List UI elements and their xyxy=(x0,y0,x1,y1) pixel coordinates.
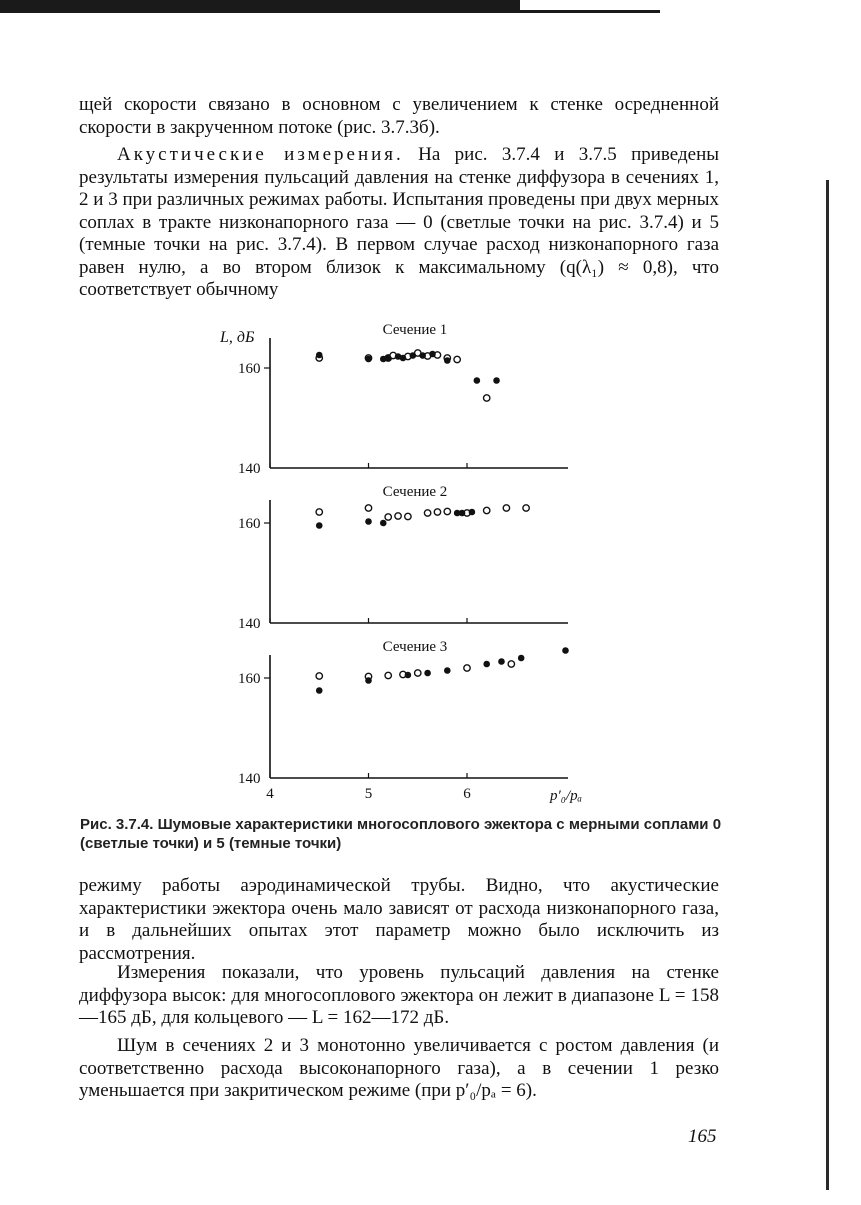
data-point-filled xyxy=(483,661,490,668)
data-point-open xyxy=(503,505,509,511)
x-tick-label: 5 xyxy=(364,786,373,802)
data-point-filled xyxy=(498,658,505,665)
data-point-open xyxy=(424,510,430,516)
data-point-filled xyxy=(518,655,525,662)
data-point-filled xyxy=(469,509,476,516)
paragraph-2 xyxy=(79,144,719,302)
data-point-filled xyxy=(316,352,323,359)
data-point-open xyxy=(484,507,490,513)
data-point-filled xyxy=(400,355,407,362)
figure-caption: Рис. 3.7.4. Шумовые характеристики многосоплового эжектора с мерными соплами 0 (светлые точки) и 5 (темные точки) xyxy=(80,816,722,852)
data-point-filled xyxy=(562,647,569,654)
data-point-open xyxy=(523,505,529,511)
page-number: 165 xyxy=(688,1126,717,1147)
data-point-filled xyxy=(405,672,412,679)
data-point-open xyxy=(365,505,371,511)
data-point-filled xyxy=(444,667,451,674)
figure-3-7-4 xyxy=(200,310,600,805)
data-point-filled xyxy=(474,377,481,384)
data-point-filled xyxy=(365,677,372,684)
data-point-filled xyxy=(316,687,323,694)
data-point-filled xyxy=(365,518,372,525)
data-point-open xyxy=(316,509,322,515)
x-tick-label: 6 xyxy=(463,786,471,802)
y-axis-label: L, дБ xyxy=(220,329,255,346)
scan-right-edge xyxy=(826,180,829,1190)
data-point-open xyxy=(508,661,514,667)
data-point-filled xyxy=(419,352,426,359)
data-point-filled xyxy=(429,351,436,358)
panel-title: Сечение 2 xyxy=(382,484,448,500)
paragraph-3: режиму работы аэродинамической трубы. Видно, что акустические характеристики эжектора очень мало зависят от расхода низконапорного газа, и в дальнейших опытах этот параметр можно было исключить из рассмотрения. xyxy=(79,875,719,964)
panel-title: Сечение 3 xyxy=(382,639,448,655)
panel-title: Сечение 1 xyxy=(382,322,448,338)
data-point-filled xyxy=(385,355,392,362)
scan-edge-bar xyxy=(0,0,520,10)
data-point-open xyxy=(415,670,421,676)
data-point-open xyxy=(395,513,401,519)
y-tick-label-160: 160 xyxy=(238,361,261,377)
data-point-filled xyxy=(459,510,466,517)
x-axis-label: p′₀/pₐ xyxy=(550,788,583,804)
data-point-open xyxy=(454,356,460,362)
paragraph-2-body: На рис. 3.7.4 и 3.7.5 приведены результаты измерения пульсаций давления на стенке диффузора в сечениях 1, 2 и 3 при различных режимах работы. Испытания проведены при двух мерных соплах в тракте низконапорного газа — 0 (светлые точки на рис. 3.7.4) и 5 (темные точки на рис. 3.7.4). В первом случае расход низконапорного газа равен нулю, а во втором близок к максимальному (q(λ₁) ≈ 0,8), что соответствует обычному xyxy=(79,144,719,300)
scan-edge-line xyxy=(0,10,660,13)
data-point-filled xyxy=(316,522,323,529)
data-point-filled xyxy=(493,377,500,384)
section-heading-acoustic: Акустические измерения. xyxy=(117,144,404,165)
paragraph-5: Шум в сечениях 2 и 3 монотонно увеличивается с ростом давления (и соответственно расхода высоконапорного газа), а в сечении 1 резко уменьшается при закритическом режиме (при p′₀/pₐ = 6). xyxy=(79,1035,719,1101)
data-point-open xyxy=(444,508,450,514)
y-tick-label-140: 140 xyxy=(238,616,261,632)
data-point-filled xyxy=(424,670,431,677)
data-point-open xyxy=(434,509,440,515)
y-tick-label-140: 140 xyxy=(238,461,261,477)
data-point-open xyxy=(405,513,411,519)
data-point-filled xyxy=(380,520,387,527)
y-tick-label-140: 140 xyxy=(238,771,261,787)
data-point-open xyxy=(484,395,490,401)
data-point-open xyxy=(385,514,391,520)
data-point-filled xyxy=(365,356,372,363)
data-point-filled xyxy=(444,357,451,364)
paragraph-4: Измерения показали, что уровень пульсаций давления на стенке диффузора высок: для многосоплового эжектора он лежит в диапазоне L = 158—165 дБ, для кольцевого — L = 162—172 дБ. xyxy=(79,962,719,1028)
x-tick-label: 4 xyxy=(266,786,274,802)
data-point-open xyxy=(464,665,470,671)
paragraph-1: щей скорости связано в основном с увеличением к стенке осредненной скорости в закрученном потоке (рис. 3.7.3б). xyxy=(79,94,719,138)
data-point-filled xyxy=(410,352,417,359)
data-point-open xyxy=(385,672,391,678)
y-tick-label-160: 160 xyxy=(238,671,261,687)
y-tick-label-160: 160 xyxy=(238,516,261,532)
data-point-open xyxy=(316,673,322,679)
